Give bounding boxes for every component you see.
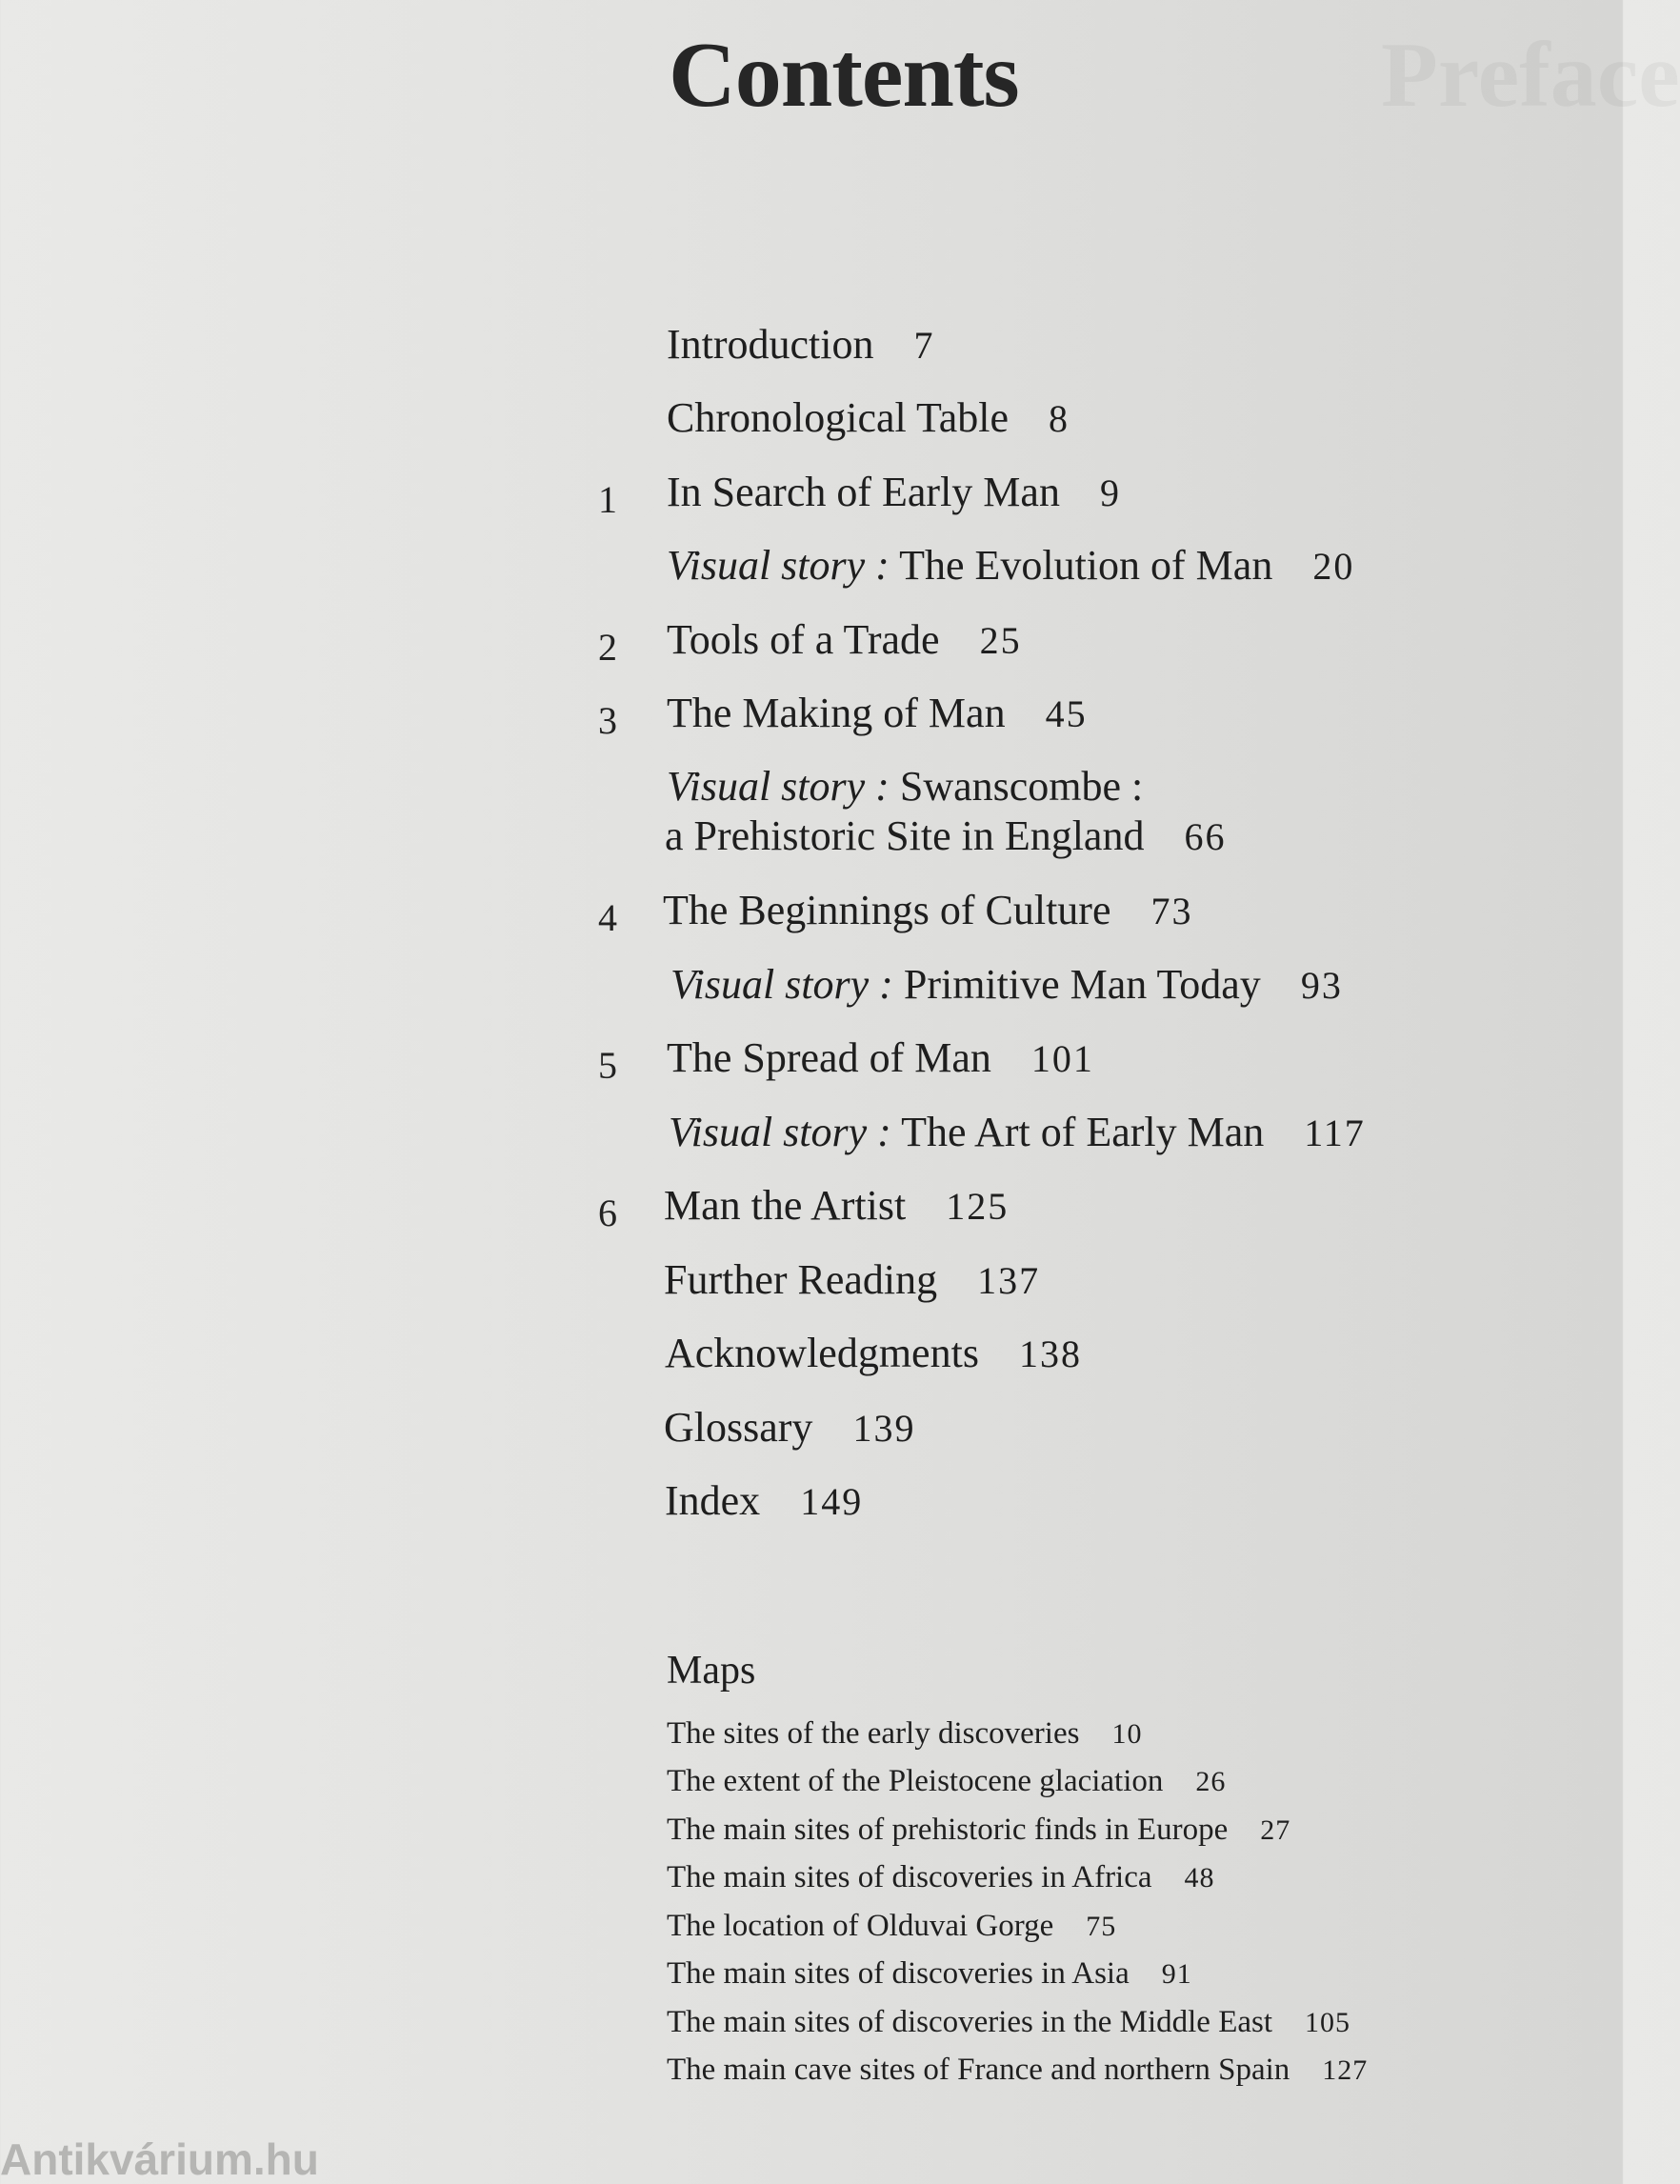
page-number: 127 [1322,2054,1369,2086]
chapter-number: 1 [598,478,617,521]
chapter-number: 4 [598,896,617,939]
entry-title: Further Reading [664,1256,938,1303]
visual-story-label: Visual story : [670,961,893,1008]
entry-line [670,960,1343,1011]
page-number: 9 [1099,471,1121,514]
entry-line [667,615,1022,666]
entry-title: Chronological Table [667,394,1010,441]
page-number: 45 [1045,692,1088,735]
toc-entry-chapter-3[interactable] [0,689,1623,755]
entry-line-continued [665,811,1226,862]
entry-title: Primitive Man Today [903,961,1261,1008]
map-title: The location of Olduvai Gorge [667,1909,1054,1943]
page-number: 48 [1184,1862,1215,1893]
entry-title: Introduction [667,321,874,368]
entry-line [667,1033,1094,1084]
map-title: The main sites of discoveries in Asia [667,1956,1130,1991]
entry-title: In Search of Early Man [667,469,1060,515]
page-title: Contents [669,24,1019,127]
page-number: 105 [1305,2007,1351,2038]
entry-title: The Evolution of Man [899,542,1273,589]
toc-entry-further-reading[interactable] [0,1255,1623,1322]
entry-line [667,689,1088,739]
page-number: 10 [1111,1718,1143,1750]
page-number: 93 [1300,964,1343,1007]
page-number: 27 [1260,1814,1291,1846]
map-title: The extent of the Pleistocene glaciation [667,1764,1164,1798]
toc-entry-chapter-4[interactable] [0,886,1623,952]
entry-title: The Art of Early Man [901,1109,1265,1155]
entry-title: The Beginnings of Culture [663,887,1111,933]
facing-page-title: Preface [1381,24,1680,127]
toc-entry-visual-story-swanscombe[interactable] [0,762,1623,867]
entry-title: Glossary [664,1404,813,1451]
page-number: 117 [1304,1112,1366,1154]
page-number: 66 [1184,815,1227,858]
toc-entry-visual-story-art[interactable] [0,1108,1623,1174]
watermark: Antikvárium.hu [0,2134,319,2184]
entry-subtitle: a Prehistoric Site in England [665,812,1145,859]
page-number: 8 [1049,397,1070,440]
page-number: 101 [1030,1037,1094,1080]
map-title: The main sites of discoveries in Africa [667,1860,1152,1894]
page-number: 139 [852,1407,916,1450]
entry-line [665,1329,1082,1379]
entry-line [667,468,1121,518]
visual-story-label: Visual story : [667,763,890,810]
entry-line [667,393,1070,444]
map-title: The main sites of prehistoric finds in Europe [667,1813,1229,1847]
map-title: The sites of the early discoveries [667,1716,1080,1751]
entry-line [665,1476,863,1527]
entry-line [664,1181,1009,1232]
entry-title: Acknowledgments [665,1330,979,1376]
toc-entry-index[interactable] [0,1476,1623,1543]
entry-line [667,541,1354,591]
visual-story-label: Visual story : [669,1109,891,1155]
entry-line [669,1108,1366,1158]
map-list-item[interactable] [667,1811,1290,1850]
page-number: 91 [1161,1958,1192,1990]
map-list-item[interactable] [667,2051,1368,2090]
map-list-item[interactable] [667,1954,1192,1994]
entry-title: The Making of Man [667,690,1006,736]
entry-title: Tools of a Trade [667,616,940,663]
toc-entry-chronological-table[interactable] [0,393,1623,460]
entry-title: Swanscombe : [899,763,1144,810]
map-list-item[interactable] [667,1762,1226,1801]
toc-entry-introduction[interactable] [0,320,1623,387]
map-title: The main cave sites of France and northern Spain [667,2053,1290,2087]
entry-line [664,1403,915,1453]
map-list-item[interactable] [667,1714,1142,1753]
entry-line [667,320,935,371]
page-number: 7 [913,324,935,367]
entry-line [664,1255,1040,1306]
toc-entry-acknowledgments[interactable] [0,1329,1623,1395]
page-number: 137 [977,1259,1041,1302]
visual-story-label: Visual story : [667,542,890,589]
map-title: The main sites of discoveries in the Middle East [667,2005,1273,2039]
page-number: 149 [800,1480,864,1523]
entry-title: The Spread of Man [667,1034,991,1081]
chapter-number: 5 [598,1044,617,1087]
entry-line [663,886,1193,936]
chapter-number: 3 [598,699,617,742]
page-number: 25 [979,619,1022,662]
page-number: 125 [946,1185,1010,1228]
entry-title: Man the Artist [664,1182,907,1229]
toc-entry-chapter-2[interactable] [0,615,1623,682]
map-list-item[interactable] [667,1907,1116,1946]
toc-entry-visual-story-evolution[interactable] [0,541,1623,608]
page-number: 26 [1195,1766,1227,1797]
page-number: 73 [1150,890,1193,932]
chapter-number: 6 [598,1192,617,1234]
page-number: 20 [1312,545,1355,588]
toc-entry-visual-story-primitive-man[interactable] [0,960,1623,1027]
map-list-item[interactable] [667,1858,1215,1897]
map-list-item[interactable] [667,2003,1350,2042]
page-number: 138 [1018,1332,1082,1375]
page-number: 75 [1086,1911,1117,1942]
maps-heading: Maps [667,1649,756,1693]
toc-entry-glossary[interactable] [0,1403,1623,1470]
entry-title: Index [665,1477,761,1524]
toc-entry-chapter-1[interactable] [0,468,1623,534]
entry-line [667,762,1143,811]
chapter-number: 2 [598,626,617,669]
toc-entry-chapter-6[interactable] [0,1181,1623,1248]
toc-entry-chapter-5[interactable] [0,1033,1623,1100]
